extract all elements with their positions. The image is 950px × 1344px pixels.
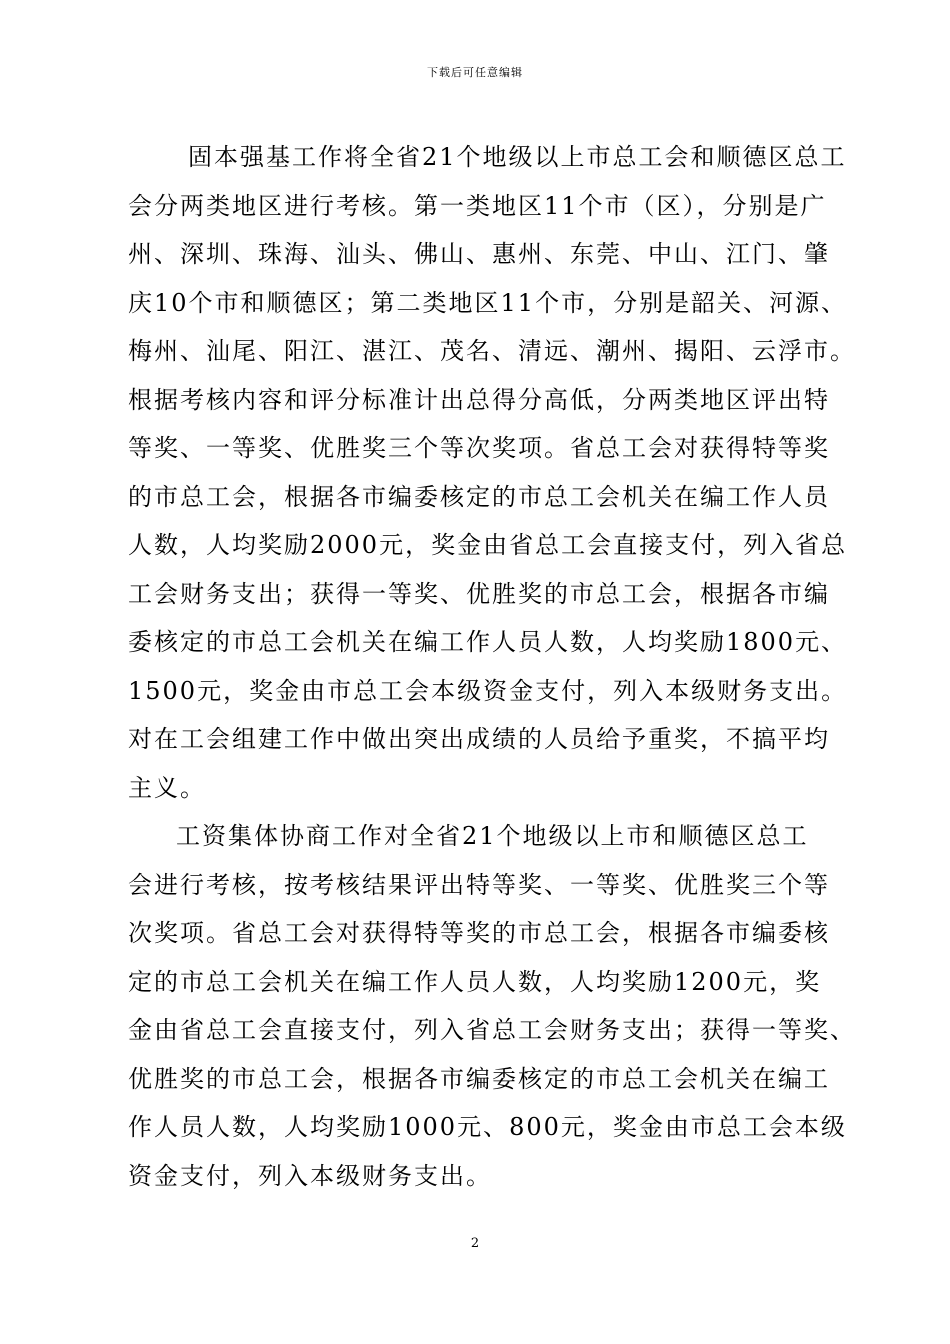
paragraph-line: 1500元，奖金由市总工会本级资金支付，列入本级财务支出。: [128, 676, 848, 705]
paragraph-line: 人数，人均奖励2000元，奖金由省总工会直接支付，列入省总: [128, 531, 848, 559]
paragraph-line: 根据考核内容和评分标准计出总得分高低，分两类地区评出特: [128, 385, 830, 414]
paragraph-line: 工资集体协商工作对全省21个地级以上市和顺德区总工: [176, 822, 809, 850]
paragraph-line: 作人员人数，人均奖励1000元、800元，奖金由市总工会本级: [128, 1113, 847, 1141]
paragraph-line: 会分两类地区进行考核。第一类地区11个市（区），分别是广: [128, 191, 827, 220]
paragraph-line: 等奖、一等奖、优胜奖三个等次奖项。省总工会对获得特等奖: [128, 434, 830, 462]
paragraph-1: [128, 133, 856, 812]
paragraph-line: 工会财务支出；获得一等奖、优胜奖的市总工会，根据各市编: [128, 579, 830, 608]
page-header: 下载后可任意编辑: [427, 66, 523, 79]
paragraph-line: 优胜奖的市总工会，根据各市编委核定的市总工会机关在编工: [128, 1064, 830, 1093]
paragraph-line: 主义。: [128, 773, 206, 802]
paragraph-line: 州、深圳、珠海、汕头、佛山、惠州、东莞、中山、江门、肇: [128, 240, 830, 268]
paragraph-line: 委核定的市总工会机关在编工作人员人数，人均奖励1800元、: [128, 628, 848, 656]
paragraph-line: 对在工会组建工作中做出突出成绩的人员给予重奖，不搞平均: [128, 725, 830, 753]
paragraph-line: 梅州、汕尾、阳江、湛江、茂名、清远、潮州、揭阳、云浮市。: [128, 337, 856, 365]
paragraph-2: [128, 812, 856, 1200]
paragraph-line: 的市总工会，根据各市编委核定的市总工会机关在编工作人员: [128, 482, 830, 511]
page-number: 2: [470, 1236, 480, 1251]
paragraph-line: 资金支付，列入本级财务支出。: [128, 1161, 492, 1190]
paragraph-line: 定的市总工会机关在编工作人员人数，人均奖励1200元，奖: [128, 967, 822, 996]
paragraph-line: 固本强基工作将全省21个地级以上市总工会和顺德区总工: [188, 143, 847, 171]
document-body: [128, 133, 856, 1200]
paragraph-line: 会进行考核，按考核结果评出特等奖、一等奖、优胜奖三个等: [128, 870, 830, 899]
paragraph-line: 金由省总工会直接支付，列入省总工会财务支出；获得一等奖、: [128, 1016, 856, 1044]
paragraph-line: 庆10个市和顺德区；第二类地区11个市，分别是韶关、河源、: [128, 288, 848, 317]
paragraph-line: 次奖项。省总工会对获得特等奖的市总工会，根据各市编委核: [128, 919, 830, 947]
